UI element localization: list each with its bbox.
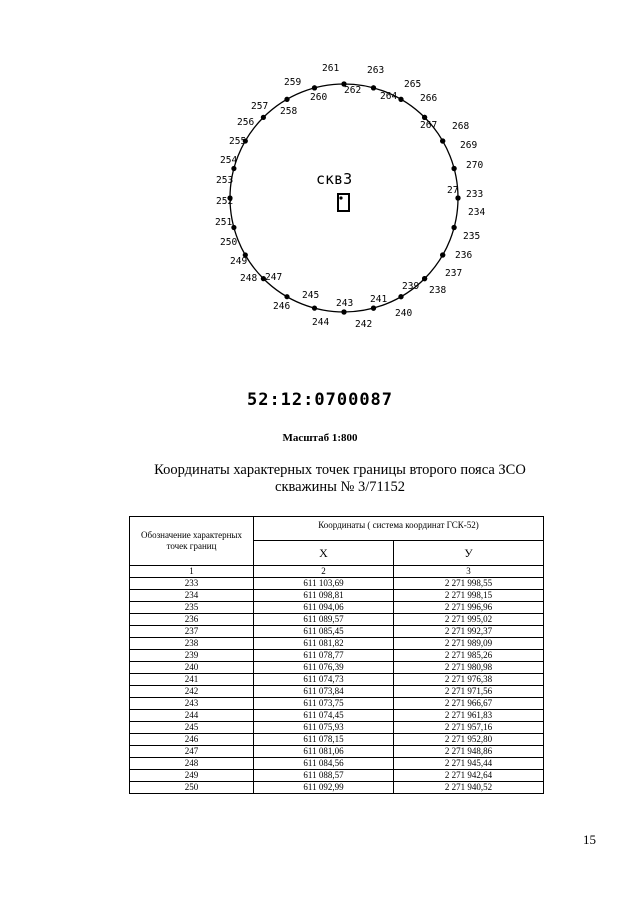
header-coordinates: Координаты ( система координат ГСК-52) xyxy=(254,517,544,541)
boundary-point-label: 250 xyxy=(220,237,238,248)
boundary-point xyxy=(398,294,403,299)
y-coordinate-cell: 2 271 945,44 xyxy=(394,758,544,770)
boundary-point-label: 233 xyxy=(466,189,484,200)
y-coordinate-cell: 2 271 992,37 xyxy=(394,626,544,638)
y-coordinate-cell: 2 271 980,98 xyxy=(394,662,544,674)
y-coordinate-cell: 2 271 961,83 xyxy=(394,710,544,722)
x-coordinate-cell: 611 092,99 xyxy=(254,782,394,794)
boundary-point-label: 270 xyxy=(466,160,484,171)
x-coordinate-cell: 611 084,56 xyxy=(254,758,394,770)
boundary-point-label: 267 xyxy=(420,120,438,131)
boundary-point-label: 27 xyxy=(447,185,459,196)
boundary-point-label: 263 xyxy=(367,65,385,76)
x-coordinate-cell: 611 074,73 xyxy=(254,674,394,686)
y-coordinate-cell: 2 271 996,96 xyxy=(394,602,544,614)
x-coordinate-cell: 611 094,06 xyxy=(254,602,394,614)
x-coordinate-cell: 611 088,57 xyxy=(254,770,394,782)
header-x: X xyxy=(254,541,394,566)
boundary-point xyxy=(455,195,460,200)
x-coordinate-cell: 611 078,77 xyxy=(254,650,394,662)
boundary-point xyxy=(371,85,376,90)
boundary-point-label: 253 xyxy=(216,175,234,186)
well-label: скв3 xyxy=(316,170,353,188)
boundary-point-label: 251 xyxy=(215,217,233,228)
boundary-map xyxy=(0,0,640,380)
boundary-point xyxy=(284,294,289,299)
point-id-cell: 241 xyxy=(130,674,254,686)
x-coordinate-cell: 611 074,45 xyxy=(254,710,394,722)
point-id-cell: 235 xyxy=(130,602,254,614)
boundary-point xyxy=(312,306,317,311)
boundary-point-label: 249 xyxy=(230,256,248,267)
table-row xyxy=(130,722,544,734)
cadastral-number: 52:12:0700087 xyxy=(246,390,394,410)
boundary-point xyxy=(422,276,427,281)
y-coordinate-cell: 2 271 995,02 xyxy=(394,614,544,626)
boundary-point-label: 246 xyxy=(273,301,291,312)
point-id-cell: 245 xyxy=(130,722,254,734)
boundary-point xyxy=(231,166,236,171)
point-id-cell: 234 xyxy=(130,590,254,602)
boundary-point-label: 265 xyxy=(404,79,422,90)
x-coordinate-cell: 611 085,45 xyxy=(254,626,394,638)
point-id-cell: 240 xyxy=(130,662,254,674)
boundary-point-label: 239 xyxy=(402,281,420,292)
well-marker xyxy=(338,194,349,211)
point-id-cell: 237 xyxy=(130,626,254,638)
y-coordinate-cell: 2 271 976,38 xyxy=(394,674,544,686)
table-row xyxy=(130,710,544,722)
x-coordinate-cell: 611 078,15 xyxy=(254,734,394,746)
table-title-line-1: Координаты характерных точек границы второго пояса ЗСО xyxy=(154,462,526,478)
y-coordinate-cell: 2 271 971,56 xyxy=(394,686,544,698)
y-coordinate-cell: 2 271 952,80 xyxy=(394,734,544,746)
boundary-point xyxy=(312,85,317,90)
boundary-point xyxy=(284,97,289,102)
boundary-point-label: 248 xyxy=(240,273,258,284)
boundary-point-label: 235 xyxy=(463,231,481,242)
boundary-point-label: 247 xyxy=(265,272,283,283)
y-coordinate-cell: 2 271 966,67 xyxy=(394,698,544,710)
well-marker-dot xyxy=(339,196,342,199)
point-id-cell: 233 xyxy=(130,578,254,590)
boundary-point xyxy=(341,309,346,314)
x-coordinate-cell: 611 081,82 xyxy=(254,638,394,650)
y-coordinate-cell: 2 271 998,55 xyxy=(394,578,544,590)
point-id-cell: 236 xyxy=(130,614,254,626)
point-id-cell: 238 xyxy=(130,638,254,650)
column-number: 2 xyxy=(254,566,394,578)
boundary-point-label: 240 xyxy=(395,308,413,319)
coordinates-table xyxy=(129,516,544,794)
boundary-point xyxy=(440,252,445,257)
column-number: 3 xyxy=(394,566,544,578)
boundary-point-label: 237 xyxy=(445,268,463,279)
x-coordinate-cell: 611 076,39 xyxy=(254,662,394,674)
boundary-point xyxy=(371,306,376,311)
x-coordinate-cell: 611 075,93 xyxy=(254,722,394,734)
page-number: 15 xyxy=(583,832,596,847)
boundary-point-label: 256 xyxy=(237,117,255,128)
boundary-point-label: 234 xyxy=(468,207,486,218)
point-id-cell: 244 xyxy=(130,710,254,722)
boundary-point-label: 268 xyxy=(452,121,470,132)
boundary-point-label: 242 xyxy=(355,319,373,330)
point-id-cell: 239 xyxy=(130,650,254,662)
x-coordinate-cell: 611 073,84 xyxy=(254,686,394,698)
point-id-cell: 250 xyxy=(130,782,254,794)
x-coordinate-cell: 611 073,75 xyxy=(254,698,394,710)
map-scale: Масштаб 1:800 xyxy=(282,432,358,444)
boundary-point-label: 243 xyxy=(336,298,354,309)
y-coordinate-cell: 2 271 948,86 xyxy=(394,746,544,758)
boundary-point xyxy=(261,115,266,120)
table-row xyxy=(130,686,544,698)
table-row xyxy=(130,698,544,710)
boundary-point-label: 241 xyxy=(370,294,388,305)
x-coordinate-cell: 611 089,57 xyxy=(254,614,394,626)
boundary-point-label: 262 xyxy=(344,85,362,96)
header-y: У xyxy=(394,541,544,566)
table-row xyxy=(130,674,544,686)
column-number: 1 xyxy=(130,566,254,578)
table-row xyxy=(130,650,544,662)
coordinates-table-body xyxy=(130,578,544,794)
y-coordinate-cell: 2 271 989,09 xyxy=(394,638,544,650)
x-coordinate-cell: 611 098,81 xyxy=(254,590,394,602)
y-coordinate-cell: 2 271 942,64 xyxy=(394,770,544,782)
header-designation: Обозначение характерных точек границ xyxy=(130,517,254,566)
y-coordinate-cell: 2 271 940,52 xyxy=(394,782,544,794)
boundary-point-label: 259 xyxy=(284,77,302,88)
boundary-point-label: 236 xyxy=(455,250,473,261)
boundary-point-label: 252 xyxy=(216,196,234,207)
boundary-point-label: 244 xyxy=(312,317,330,328)
table-title-line-2: скважины № 3/71152 xyxy=(275,479,405,495)
boundary-point-label: 258 xyxy=(280,106,298,117)
point-id-cell: 242 xyxy=(130,686,254,698)
table-row xyxy=(130,614,544,626)
table-row xyxy=(130,782,544,794)
y-coordinate-cell: 2 271 985,26 xyxy=(394,650,544,662)
table-row xyxy=(130,758,544,770)
point-id-cell: 243 xyxy=(130,698,254,710)
x-coordinate-cell: 611 103,69 xyxy=(254,578,394,590)
point-id-cell: 248 xyxy=(130,758,254,770)
table-row xyxy=(130,662,544,674)
table-row xyxy=(130,626,544,638)
boundary-point-labels xyxy=(215,63,485,330)
table-row xyxy=(130,734,544,746)
point-id-cell: 246 xyxy=(130,734,254,746)
point-id-cell: 249 xyxy=(130,770,254,782)
boundary-point xyxy=(452,166,457,171)
table-row xyxy=(130,746,544,758)
y-coordinate-cell: 2 271 957,16 xyxy=(394,722,544,734)
boundary-point-label: 255 xyxy=(229,136,247,147)
table-title xyxy=(130,462,550,496)
point-id-cell: 247 xyxy=(130,746,254,758)
boundary-point-label: 264 xyxy=(380,91,398,102)
boundary-point-label: 245 xyxy=(302,290,320,301)
x-coordinate-cell: 611 081,06 xyxy=(254,746,394,758)
boundary-point xyxy=(440,138,445,143)
table-row xyxy=(130,770,544,782)
boundary-point xyxy=(398,97,403,102)
y-coordinate-cell: 2 271 998,15 xyxy=(394,590,544,602)
table-row xyxy=(130,590,544,602)
boundary-point xyxy=(452,225,457,230)
boundary-point-label: 269 xyxy=(460,140,478,151)
boundary-point-label: 260 xyxy=(310,92,328,103)
boundary-point-label: 257 xyxy=(251,101,269,112)
boundary-point-label: 238 xyxy=(429,285,447,296)
boundary-point-label: 266 xyxy=(420,93,438,104)
boundary-point-label: 261 xyxy=(322,63,340,74)
table-row xyxy=(130,602,544,614)
table-row xyxy=(130,578,544,590)
table-row xyxy=(130,638,544,650)
boundary-point-label: 254 xyxy=(220,155,238,166)
